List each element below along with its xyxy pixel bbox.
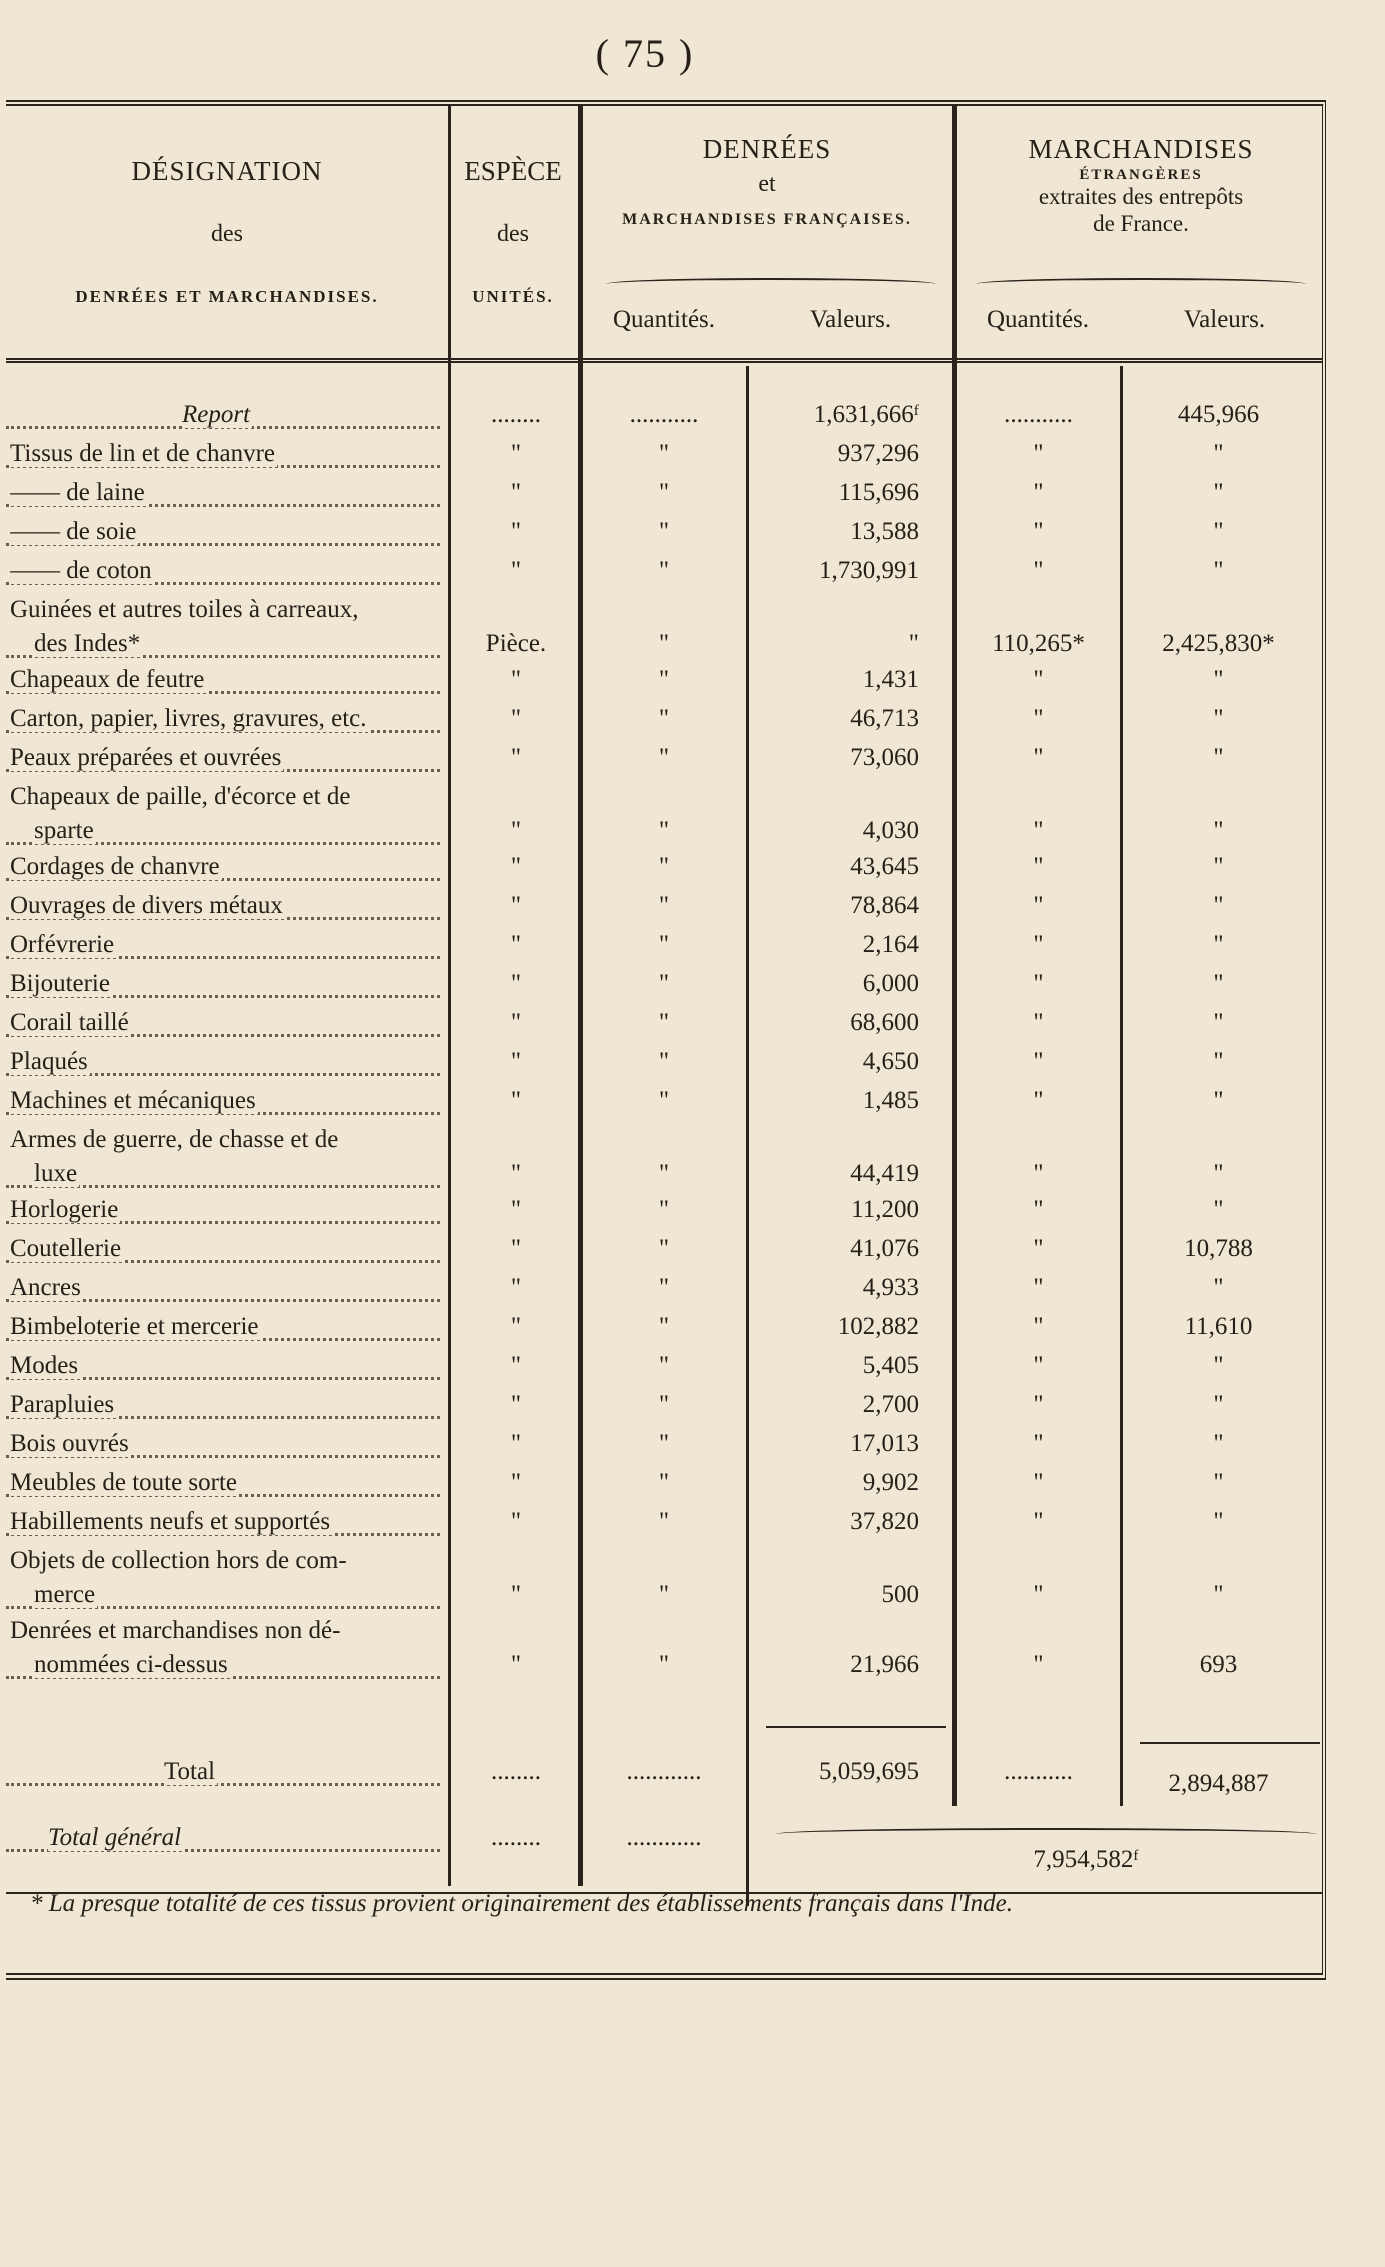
row-quantity-etr: " <box>1033 744 1044 771</box>
row-quantity-etr: " <box>1033 931 1044 958</box>
row-value-etr: " <box>1213 479 1224 506</box>
row-value-etr: " <box>1213 1391 1224 1418</box>
row-unit: " <box>510 1651 522 1678</box>
row-unit: " <box>510 666 522 693</box>
header-valeurs-1: Valeurs. <box>809 306 892 333</box>
row-label: —— de coton <box>10 557 152 584</box>
row-label: Chapeaux de paille, d'écorce et de <box>10 783 351 810</box>
row-label: Orfévrerie <box>10 931 115 958</box>
header-marchandises-etrangeres: MARCHANDISES ÉTRANGÈRES extraites des entrepôts de France. <box>1028 134 1254 236</box>
row-quantity-etr: " <box>1033 1160 1044 1187</box>
row-label: Corail taillé <box>10 1009 129 1036</box>
total-v1: 5,059,695 <box>819 1758 919 1785</box>
row-value-etr: " <box>1213 1087 1224 1114</box>
row-value-fr: 17,013 <box>850 1430 919 1457</box>
row-label: nommées ci-dessus <box>34 1651 228 1678</box>
row-value-etr: " <box>1213 1430 1224 1457</box>
row-unit: " <box>510 853 522 880</box>
row-value-fr: 13,588 <box>850 518 919 545</box>
row-unit: " <box>510 440 522 467</box>
row-unit: ........ <box>491 401 541 428</box>
row-quantity-etr: " <box>1033 1313 1044 1340</box>
row-unit: " <box>510 970 522 997</box>
row-unit: Pièce. <box>485 630 547 657</box>
row-label: Armes de guerre, de chasse et de <box>10 1126 339 1153</box>
row-quantity-fr: " <box>658 1313 670 1340</box>
row-unit: " <box>510 1087 522 1114</box>
row-quantity-fr: " <box>658 1196 670 1223</box>
row-label: Parapluies <box>10 1391 115 1418</box>
total-general-label: Total général <box>48 1824 182 1851</box>
row-value-etr: " <box>1213 892 1224 919</box>
row-value-etr: " <box>1213 970 1224 997</box>
row-quantity-fr: " <box>658 744 670 771</box>
total-rule <box>1140 1742 1320 1744</box>
header-quantites-1: Quantités. <box>612 306 716 333</box>
row-label: Machines et mécaniques <box>10 1087 256 1114</box>
row-quantity-etr: " <box>1033 1009 1044 1036</box>
table-frame <box>6 100 1326 1980</box>
row-value-etr: 445,966 <box>1177 401 1260 428</box>
row-value-fr: 1,730,991 <box>819 557 919 584</box>
header-designation: DÉSIGNATION des DENRÉES ET MARCHANDISES. <box>75 156 379 306</box>
row-value-etr: 10,788 <box>1184 1235 1253 1262</box>
row-quantity-etr: " <box>1033 479 1044 506</box>
row-unit: " <box>510 1581 522 1608</box>
row-value-etr: " <box>1213 1009 1224 1036</box>
row-label: Ouvrages de divers métaux <box>10 892 283 919</box>
row-value-fr: 73,060 <box>850 744 919 771</box>
header-brace <box>976 278 1306 290</box>
row-label: Habillements neufs et supportés <box>10 1508 331 1535</box>
row-unit: " <box>510 1430 522 1457</box>
row-value-fr: 41,076 <box>850 1235 919 1262</box>
row-value-fr: 2,164 <box>862 931 919 958</box>
row-unit: " <box>510 1508 522 1535</box>
row-value-fr: 1,431 <box>862 666 919 693</box>
row-label: Report <box>182 401 251 428</box>
row-value-fr: 937,296 <box>837 440 919 467</box>
row-quantity-fr: ........... <box>629 401 699 428</box>
row-value-etr: " <box>1213 518 1224 545</box>
header-denrees-francaises: DENRÉES et MARCHANDISES FRANÇAISES. <box>622 134 912 228</box>
total-label: Total <box>164 1758 216 1785</box>
row-quantity-fr: " <box>658 1087 670 1114</box>
row-value-fr: 4,650 <box>862 1048 919 1075</box>
row-quantity-fr: " <box>658 557 670 584</box>
row-quantity-etr: " <box>1033 1235 1044 1262</box>
header-espece: ESPÈCE des UNITÉS. <box>464 156 562 306</box>
page-number: ( 75 ) <box>595 31 695 76</box>
row-label: Horlogerie <box>10 1196 119 1223</box>
header-quantites-2: Quantités. <box>986 306 1090 333</box>
total-general-q1: ............ <box>626 1824 702 1851</box>
row-label: luxe <box>34 1160 78 1187</box>
row-quantity-fr: " <box>658 970 670 997</box>
row-value-etr: " <box>1213 705 1224 732</box>
row-quantity-etr: " <box>1033 1508 1044 1535</box>
row-quantity-fr: " <box>658 1274 670 1301</box>
row-value-etr: " <box>1213 1508 1224 1535</box>
row-value-fr: 102,882 <box>837 1313 919 1340</box>
row-label: Guinées et autres toiles à carreaux, <box>10 596 359 623</box>
row-quantity-etr: " <box>1033 705 1044 732</box>
row-unit: " <box>510 1391 522 1418</box>
row-value-fr: 46,713 <box>850 705 919 732</box>
row-label: Tissus de lin et de chanvre <box>10 440 276 467</box>
row-label: Modes <box>10 1352 79 1379</box>
row-value-etr: " <box>1213 1160 1224 1187</box>
row-label: Bois ouvrés <box>10 1430 129 1457</box>
row-unit: " <box>510 1196 522 1223</box>
total-unit: ........ <box>491 1758 541 1785</box>
row-unit: " <box>510 1313 522 1340</box>
col-separator <box>578 106 583 1886</box>
row-unit: " <box>510 557 522 584</box>
row-unit: " <box>510 931 522 958</box>
row-label: Peaux préparées et ouvrées <box>10 744 282 771</box>
total-q1: ............ <box>626 1758 702 1785</box>
row-value-etr: " <box>1213 440 1224 467</box>
row-value-etr: " <box>1213 1581 1224 1608</box>
row-quantity-etr: " <box>1033 1352 1044 1379</box>
row-quantity-fr: " <box>658 817 670 844</box>
row-quantity-etr: " <box>1033 1651 1044 1678</box>
row-label: Chapeaux de feutre <box>10 666 205 693</box>
row-quantity-etr: ........... <box>1004 401 1073 428</box>
row-value-etr: " <box>1213 666 1224 693</box>
row-quantity-fr: " <box>658 1048 670 1075</box>
row-quantity-fr: " <box>658 1469 670 1496</box>
row-quantity-fr: " <box>658 1235 670 1262</box>
row-value-fr: 115,696 <box>838 479 919 506</box>
row-label: des Indes* <box>34 630 141 657</box>
row-quantity-fr: " <box>658 892 670 919</box>
row-quantity-etr: " <box>1033 518 1044 545</box>
col-separator <box>1120 366 1123 1806</box>
row-value-fr: 2,700 <box>862 1391 919 1418</box>
row-label: Ancres <box>10 1274 81 1301</box>
row-value-fr: 21,966 <box>850 1651 919 1678</box>
row-label: —— de laine <box>10 479 145 506</box>
row-label: Coutellerie <box>10 1235 122 1262</box>
row-quantity-etr: " <box>1033 1469 1044 1496</box>
row-label: Cordages de chanvre <box>10 853 220 880</box>
row-quantity-fr: " <box>658 440 670 467</box>
row-label: Denrées et marchandises non dé- <box>10 1617 341 1644</box>
total-rule <box>766 1726 946 1728</box>
row-unit: " <box>510 1009 522 1036</box>
row-value-fr: 4,933 <box>862 1274 919 1301</box>
header-rule <box>6 358 1322 363</box>
row-quantity-fr: " <box>658 931 670 958</box>
col-separator <box>448 106 451 1886</box>
row-quantity-fr: " <box>658 630 670 657</box>
row-quantity-fr: " <box>658 705 670 732</box>
total-general-unit: ........ <box>491 1824 541 1851</box>
row-unit: " <box>510 518 522 545</box>
row-unit: " <box>510 1048 522 1075</box>
row-label: Meubles de toute sorte <box>10 1469 238 1496</box>
row-quantity-fr: " <box>658 479 670 506</box>
row-value-fr: 68,600 <box>850 1009 919 1036</box>
row-value-etr: " <box>1213 1352 1224 1379</box>
row-quantity-etr: " <box>1033 557 1044 584</box>
row-quantity-etr: " <box>1033 1087 1044 1114</box>
row-unit: " <box>510 1160 522 1187</box>
row-quantity-fr: " <box>658 1651 670 1678</box>
row-value-etr: " <box>1213 1274 1224 1301</box>
row-label: Objets de collection hors de com- <box>10 1547 347 1574</box>
row-quantity-fr: " <box>658 1581 670 1608</box>
row-quantity-fr: " <box>658 1009 670 1036</box>
row-value-fr: 11,200 <box>851 1196 919 1223</box>
row-unit: " <box>510 1352 522 1379</box>
row-quantity-etr: " <box>1033 1391 1044 1418</box>
row-quantity-etr: " <box>1033 666 1044 693</box>
row-quantity-etr: " <box>1033 1430 1044 1457</box>
row-value-etr: " <box>1213 853 1224 880</box>
row-unit: " <box>510 1274 522 1301</box>
row-quantity-etr: " <box>1033 1581 1044 1608</box>
row-unit: " <box>510 892 522 919</box>
row-quantity-etr: " <box>1033 1196 1044 1223</box>
row-label: —— de soie <box>10 518 137 545</box>
row-value-fr: 4,030 <box>862 817 919 844</box>
row-unit: " <box>510 744 522 771</box>
row-quantity-fr: " <box>658 518 670 545</box>
header-valeurs-2: Valeurs. <box>1183 306 1266 333</box>
row-quantity-fr: " <box>658 1160 670 1187</box>
row-value-fr: " <box>908 630 919 657</box>
col-separator <box>746 366 749 1906</box>
row-quantity-etr: " <box>1033 1048 1044 1075</box>
row-value-etr: " <box>1213 557 1224 584</box>
row-value-fr: 37,820 <box>850 1508 919 1535</box>
row-value-fr: 43,645 <box>850 853 919 880</box>
header-brace <box>606 278 936 290</box>
row-quantity-fr: " <box>658 1508 670 1535</box>
total-brace <box>776 1828 1316 1840</box>
row-label: Bimbeloterie et mercerie <box>10 1313 259 1340</box>
footnote: * La presque totalité de ces tissus provient originairement des établissements français dans l'Inde. <box>30 1890 1014 1917</box>
row-value-etr: " <box>1213 1469 1224 1496</box>
row-value-fr: 1,631,666ᶠ <box>813 401 919 428</box>
row-unit: " <box>510 1235 522 1262</box>
row-quantity-fr: " <box>658 853 670 880</box>
row-quantity-fr: " <box>658 1430 670 1457</box>
row-value-fr: 78,864 <box>850 892 919 919</box>
total-general-value: 7,954,582ᶠ <box>1033 1846 1139 1873</box>
row-value-etr: " <box>1213 931 1224 958</box>
row-value-fr: 6,000 <box>862 970 919 997</box>
total-q2: ........... <box>1004 1758 1073 1785</box>
row-quantity-etr: " <box>1033 817 1044 844</box>
row-unit: " <box>510 1469 522 1496</box>
row-unit: " <box>510 705 522 732</box>
row-value-fr: 9,902 <box>862 1469 919 1496</box>
total-v2: 2,894,887 <box>1168 1770 1269 1797</box>
row-quantity-etr: " <box>1033 440 1044 467</box>
row-value-fr: 500 <box>881 1581 919 1608</box>
row-label: Plaqués <box>10 1048 88 1075</box>
row-value-fr: 5,405 <box>862 1352 919 1379</box>
row-value-etr: 693 <box>1199 1651 1238 1678</box>
row-label: sparte <box>34 817 94 844</box>
row-quantity-fr: " <box>658 1391 670 1418</box>
row-value-etr: " <box>1213 744 1224 771</box>
row-value-fr: 1,485 <box>862 1087 919 1114</box>
row-unit: " <box>510 479 522 506</box>
row-quantity-fr: " <box>658 1352 670 1379</box>
row-quantity-etr: " <box>1033 1274 1044 1301</box>
row-value-fr: 44,419 <box>850 1160 919 1187</box>
row-value-etr: " <box>1213 1196 1224 1223</box>
row-quantity-etr: " <box>1033 892 1044 919</box>
row-label: Bijouterie <box>10 970 110 997</box>
row-value-etr: 2,425,830* <box>1162 630 1275 657</box>
row-label: Carton, papier, livres, gravures, etc. <box>10 705 367 732</box>
row-unit: " <box>510 817 522 844</box>
row-value-etr: " <box>1213 1048 1224 1075</box>
row-quantity-etr: " <box>1033 970 1044 997</box>
row-value-etr: " <box>1213 817 1224 844</box>
row-quantity-fr: " <box>658 666 670 693</box>
row-label: merce <box>34 1581 96 1608</box>
row-value-etr: 11,610 <box>1184 1313 1253 1340</box>
row-quantity-etr: 110,265* <box>992 630 1085 657</box>
row-quantity-etr: " <box>1033 853 1044 880</box>
